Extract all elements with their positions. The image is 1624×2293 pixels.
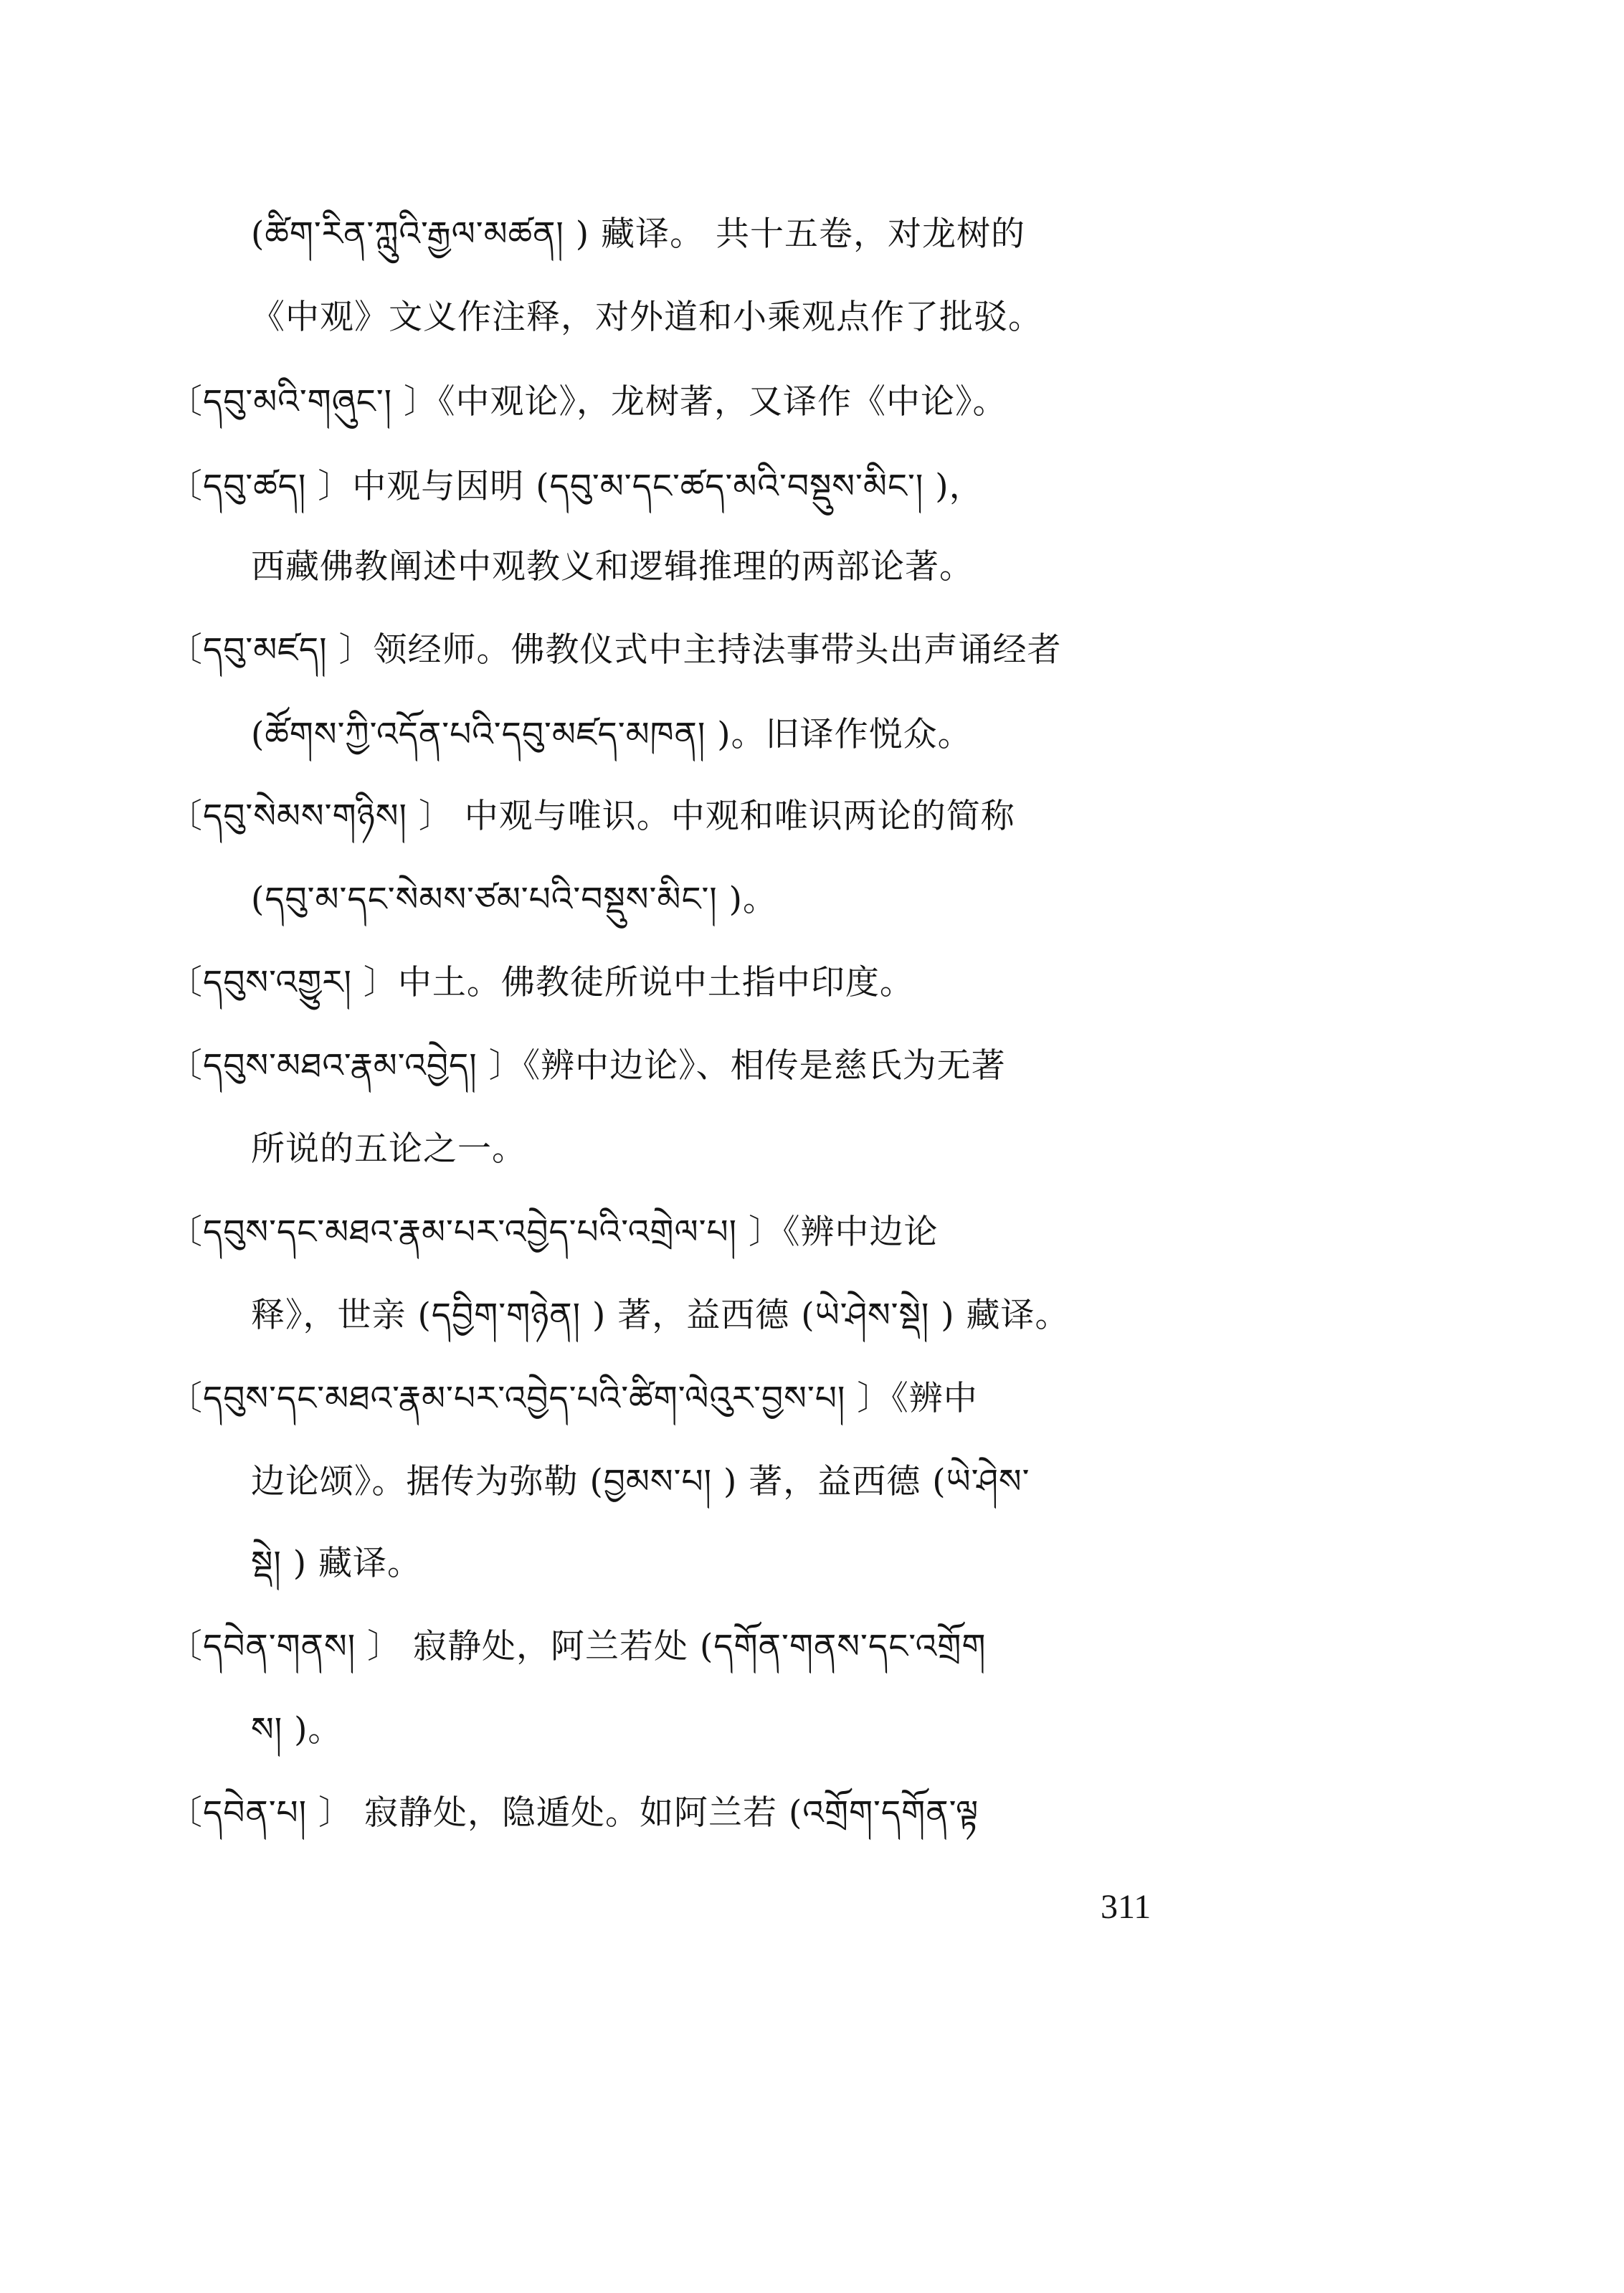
text-line: 边论颂》。据传为弥勒 (བྱམས་པ། ) 著，益西德 (ཡེ་ཤེས་ — [251, 1462, 1030, 1501]
entry-headword-line: 〔དབུས་འགྱུར། 〕中土。佛教徒所说中土指中印度。 — [168, 963, 914, 1002]
entry-headword-line: 〔དབུས་དང་མཐའ་རྣམ་པར་འབྱེད་པའི་འགྲེལ་པ། 〕《辨中边论 — [168, 1212, 939, 1252]
entry-headword-line: 〔དབུས་མཐའ་རྣམ་འབྱེད། 〕《辨中边论》、相传是慈氏为无著 — [168, 1046, 1006, 1086]
page-number: 311 — [1101, 1888, 1151, 1926]
text-line: (དབུ་མ་དང་སེམས་ཙམ་པའི་བསྡུས་མིང་། )。 — [251, 880, 778, 919]
entry-headword-line: 〔དབུས་དང་མཐའ་རྣམ་པར་འབྱེད་པའི་ཚིག་ལེའུར་བྱས་པ། 〕《辨中 — [168, 1379, 978, 1418]
text-line: (ཚོགས་ཀྱི་འདོན་པའི་དབུ་མཛད་མཁན། )。旧译作悦众。 — [251, 715, 972, 754]
entry-headword-line: 〔དབེན་པ། 〕 寂静处，隐遁处。如阿兰若 (འགྲོག་དགོན་ལྟ — [168, 1793, 979, 1833]
entry-headword-line: 〔དབུ་སེམས་གཉིས། 〕 中观与唯识。中观和唯识两论的简称 — [168, 797, 1015, 836]
text-line: (ཚིག་རིན་ཀླུའི་རྒྱལ་མཚན། ) 藏译。 共十五卷，对龙树的 — [251, 214, 1026, 254]
entry-headword-line: 〔དབུ་མཛད། 〕领经师。佛教仪式中主持法事带头出声诵经者 — [168, 630, 1062, 670]
entry-headword-line: 〔དབུ་མའི་གཞུང་། 〕《中观论》，龙树著，又译作《中论》。 — [168, 382, 1007, 422]
text-line: སྡེ། ) 藏译。 — [251, 1544, 422, 1583]
text-line: 西藏佛教阐述中观教义和逻辑推理的两部论著。 — [251, 547, 974, 587]
text-line: ས། )。 — [251, 1710, 343, 1750]
text-line: 释》，世亲 (དབྱིག་གཉེན། ) 著，益西德 (ཡེ་ཤེས་སྡེ། ) 藏译。 — [251, 1296, 1070, 1335]
text-line: 《中观》文义作注释，对外道和小乘观点作了批驳。 — [251, 298, 1043, 337]
entry-headword-line: 〔དབུ་ཚད། 〕中观与因明 (དབུ་མ་དང་ཚད་མའི་བསྡུས་མིང་། )， — [168, 467, 984, 506]
text-line: 所说的五论之一。 — [251, 1129, 526, 1169]
entry-headword-line: 〔དབེན་གནས། 〕 寂静处，阿兰若处 (དགོན་གནས་དང་འགྲོག — [168, 1627, 987, 1666]
